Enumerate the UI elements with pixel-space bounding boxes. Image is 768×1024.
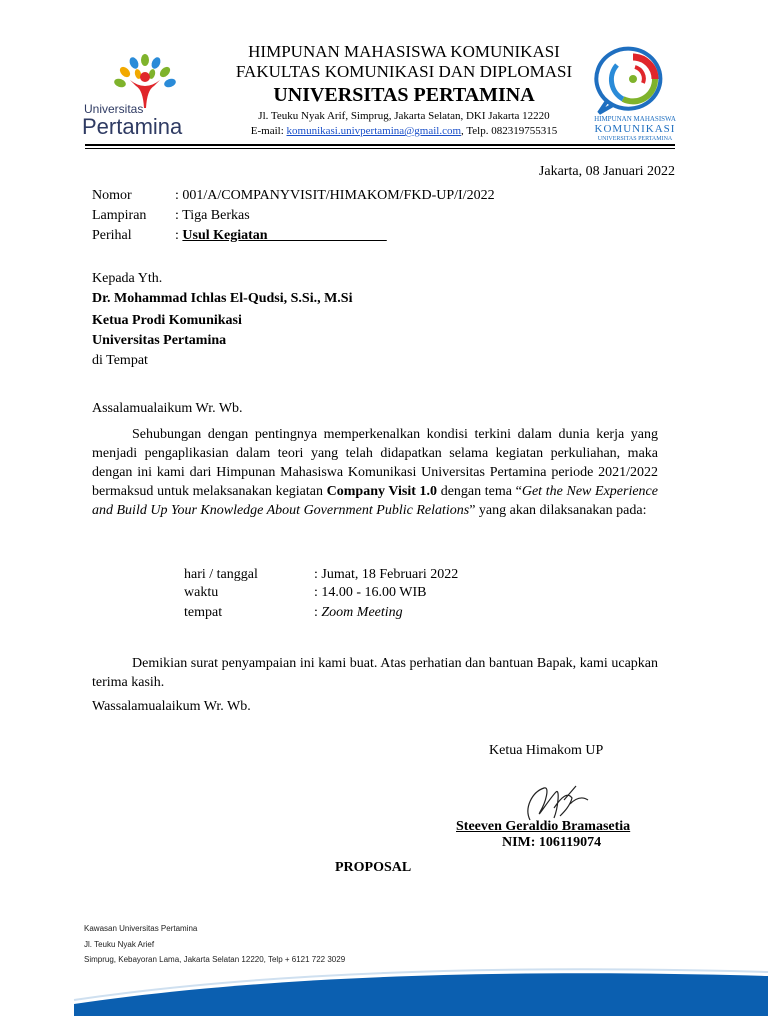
recipient-institution: Universitas Pertamina [92,333,227,348]
header-divider-thin [85,148,675,149]
logo-text-pertamina: Pertamina [82,114,183,139]
recipient-name: Dr. Mohammad Ichlas El-Qudsi, S.Si., M.Si [92,291,353,306]
schedule-label-place: tempat [184,605,223,620]
recipient-greeting: Kepada Yth. [92,271,163,286]
footer-wave [0,964,768,1024]
email-link[interactable]: komunikasi.univpertamina@gmail.com [286,125,462,137]
meta-value-perihal: : Usul Kegiatan_________________ [175,228,387,243]
recipient-place: di Tempat [92,353,148,368]
footer-line2: Jl. Teuku Nyak Arief [84,940,155,949]
org-name-line2: FAKULTAS KOMUNIKASI DAN DIPLOMASI [235,62,573,81]
phone-text: , Telp. 082319755315 [461,125,558,137]
header-divider [85,144,675,146]
schedule-label-date: hari / tanggal [184,567,258,582]
himakom-logo-line2: KOMUNIKASI [594,123,676,135]
recipient-title: Ketua Prodi Komunikasi [92,313,242,328]
meta-value-nomor: : 001/A/COMPANYVISIT/HIMAKOM/FKD-UP/I/2022 [175,188,495,203]
logo-text-universitas: Universitas [84,102,144,116]
signatory-nim: NIM: 106119074 [502,835,602,850]
himakom-logo-line1: HIMPUNAN MAHASISWA [594,115,676,123]
event-theme: Get the New Experience and Build Up Your Knowledge About Government Public Relations [92,484,658,518]
closing-salutation: Wassalamualaikum Wr. Wb. [92,699,251,714]
org-name-line1: HIMPUNAN MAHASISWA KOMUNIKASI [248,42,560,61]
himakom-logo-line3: UNIVERSITAS PERTAMINA [597,136,673,142]
footer-line3: Simprug, Kebayoran Lama, Jakarta Selatan 12220, Telp + 6121 722 3029 [84,955,346,964]
body-paragraph: Sehubungan dengan pentingnya memperkenalkan kondisi terkini dalam dunia kerja yang menjadi pengaplikasian dalam teori yang telah didapatkan selama kegiatan perkuliahan, maka dengan ini kami dari Himpunan Mahasiswa Komunikasi Universitas Pertamina periode 2021/2022 bermaksud untuk melaksanakan kegiatan Company Visit 1.0 dengan tema “Get the New Experience and Build Up Your Knowledge About Government Public Relations” yang akan dilaksanakan pada: [92,427,658,518]
email-label: E-mail: [250,125,287,137]
schedule-value-date: : Jumat, 18 Februari 2022 [314,567,459,582]
subject-text: Usul Kegiatan_________________ [182,228,387,243]
signatory-name: Steeven Geraldio Bramasetia [456,819,631,834]
meta-value-lampiran: : Tiga Berkas [175,208,250,223]
attachment-title: PROPOSAL [335,860,412,875]
opening-salutation: Assalamualaikum Wr. Wb. [92,401,243,416]
meta-label-lampiran: Lampiran [92,208,147,223]
org-contact [20,125,768,137]
schedule-value-place: : Zoom Meeting [314,605,403,620]
meta-label-nomor: Nomor [92,188,132,203]
letter-date: Jakarta, 08 Januari 2022 [538,164,675,179]
footer-bottom-band [0,1016,768,1024]
schedule-value-time: : 14.00 - 16.00 WIB [314,585,427,600]
footer-line1: Kawasan Universitas Pertamina [84,924,198,933]
signature-role: Ketua Himakom UP [489,743,604,758]
closing-paragraph: Demikian surat penyampaian ini kami buat. Atas perhatian dan bantuan Bapak, kami ucapkan terima kasih. [92,656,658,690]
meta-label-perihal: Perihal [92,228,132,243]
schedule-label-time: waktu [184,585,219,600]
org-address: Jl. Teuku Nyak Arif, Simprug, Jakarta Selatan, DKI Jakarta 12220 [258,110,550,122]
org-name-line3: UNIVERSITAS PERTAMINA [273,84,535,106]
event-name: Company Visit 1.0 [326,484,438,499]
